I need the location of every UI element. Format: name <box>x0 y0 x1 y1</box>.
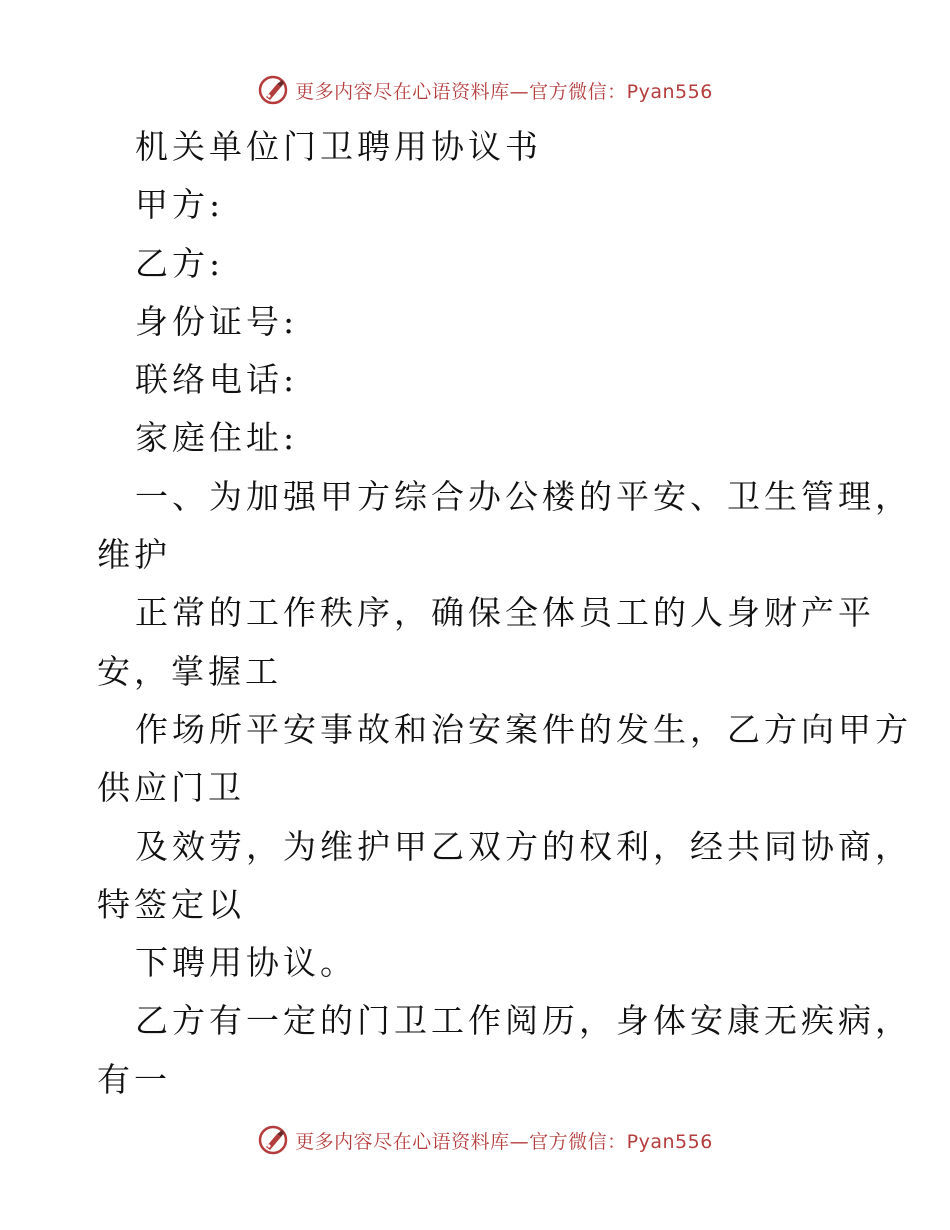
watermark-text: 更多内容尽在心语资料库—官方微信：Pyan556 <box>295 1130 713 1153</box>
document-title: 机关单位门卫聘用协议书 <box>135 127 542 166</box>
paragraph-line: 正常的工作秩序，确保全体员工的人身财产平 <box>135 593 875 633</box>
paragraph-line: 有一 <box>97 1059 171 1099</box>
id-number-field: 身份证号: <box>135 301 299 341</box>
phone-field: 联络电话: <box>135 360 299 400</box>
paragraph-line: 及效劳，为维护甲乙双方的权利，经共同协商， <box>135 826 912 866</box>
paragraph-line: 乙方有一定的门卫工作阅历，身体安康无疾病， <box>135 1001 912 1041</box>
pen-nib-logo-icon <box>257 1124 289 1156</box>
paragraph-line: 安，掌握工 <box>97 651 282 691</box>
paragraph-line: 维护 <box>97 535 171 575</box>
header-watermark-banner <box>0 70 950 110</box>
paragraph-line: 一、为加强甲方综合办公楼的平安、卫生管理， <box>135 476 912 516</box>
watermark-text: 更多内容尽在心语资料库—官方微信：Pyan556 <box>295 80 713 103</box>
address-field: 家庭住址: <box>135 418 299 458</box>
party-a-field: 甲方: <box>135 185 225 225</box>
pen-nib-logo-icon <box>257 74 289 106</box>
paragraph-line: 下聘用协议。 <box>135 943 357 983</box>
party-b-field: 乙方: <box>135 243 225 283</box>
paragraph-line: 特签定以 <box>97 884 245 924</box>
footer-watermark-banner <box>0 1120 950 1160</box>
paragraph-line: 供应门卫 <box>97 768 245 808</box>
paragraph-line: 作场所平安事故和治安案件的发生，乙方向甲方 <box>135 709 912 749</box>
document-body <box>97 118 912 1109</box>
